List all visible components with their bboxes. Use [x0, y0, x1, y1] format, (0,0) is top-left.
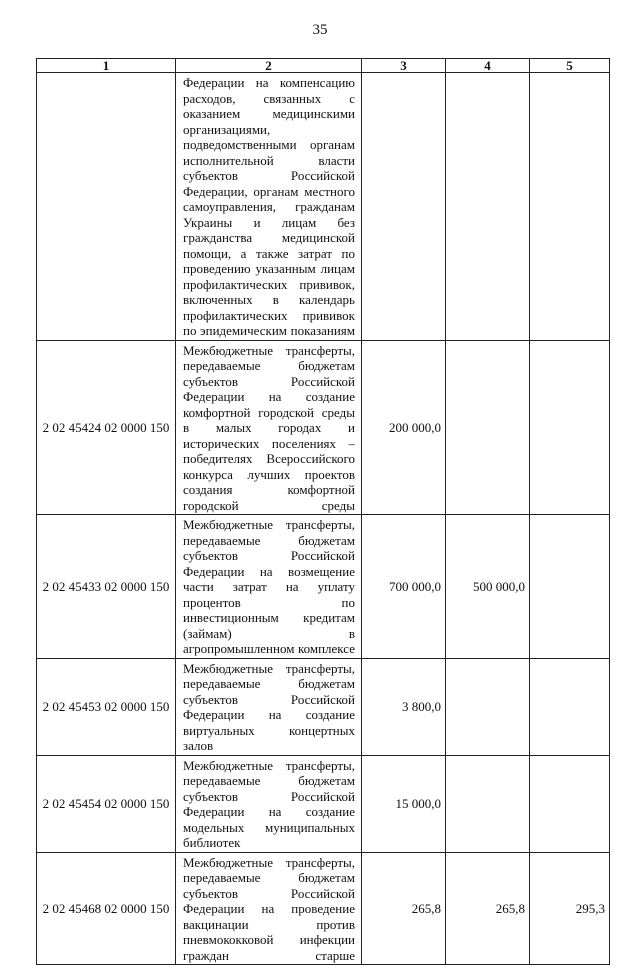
value-col5-cell: 295,3 — [530, 852, 610, 965]
budget-table — [36, 58, 610, 965]
column-header-2: 2 — [176, 59, 362, 73]
table-row — [37, 658, 610, 755]
table-row — [37, 73, 610, 341]
description-cell: Федерации на компенсацию расходов, связанных с оказанием медицинскими организациями, подведомственными органам исполнительной власти субъектов Российской Федерации, органам местного самоуправления, гражданам Украины и лицам без гражданства медицинской помощи, а также затрат по проведению указанным лицам профилактических прививок, включенных в календарь профилактических прививок по эпидемическим показаниям — [176, 73, 362, 341]
value-col3-cell: 265,8 — [362, 852, 446, 965]
value-col3-cell — [362, 73, 446, 341]
value-col5-cell — [530, 658, 610, 755]
description-cell: Межбюджетные трансферты, передаваемые бюджетам субъектов Российской Федерации на создание комфортной городской среды в малых городах и исторических поселениях – победителях Всероссийского конкурса лучших проектов создания комфортной городской среды — [176, 340, 362, 515]
table-row — [37, 755, 610, 852]
value-col4-cell — [446, 658, 530, 755]
value-col4-cell: 500 000,0 — [446, 515, 530, 659]
page-number: 35 — [312, 22, 328, 38]
description-cell: Межбюджетные трансферты, передаваемые бюджетам субъектов Российской Федерации на создание виртуальных концертных залов — [176, 658, 362, 755]
column-header-3: 3 — [362, 59, 446, 73]
value-col4-cell: 265,8 — [446, 852, 530, 965]
budget-code-cell: 2 02 45454 02 0000 150 — [37, 755, 176, 852]
description-cell: Межбюджетные трансферты, передаваемые бюджетам субъектов Российской Федерации на создание модельных муниципальных библиотек — [176, 755, 362, 852]
value-col4-cell — [446, 755, 530, 852]
value-col3-cell: 15 000,0 — [362, 755, 446, 852]
column-header-5: 5 — [530, 59, 610, 73]
value-col4-cell — [446, 73, 530, 341]
value-col3-cell: 3 800,0 — [362, 658, 446, 755]
header-row — [37, 59, 610, 73]
value-col5-cell — [530, 340, 610, 515]
column-header-4: 4 — [446, 59, 530, 73]
description-cell: Межбюджетные трансферты, передаваемые бюджетам субъектов Российской Федерации на проведение вакцинации против пневмококковой инфекции граждан старше — [176, 852, 362, 965]
table-row — [37, 515, 610, 659]
budget-code-cell: 2 02 45433 02 0000 150 — [37, 515, 176, 659]
column-header-1: 1 — [37, 59, 176, 73]
value-col5-cell — [530, 515, 610, 659]
value-col3-cell: 700 000,0 — [362, 515, 446, 659]
value-col4-cell — [446, 340, 530, 515]
value-col5-cell — [530, 73, 610, 341]
budget-code-cell — [37, 73, 176, 341]
budget-code-cell: 2 02 45453 02 0000 150 — [37, 658, 176, 755]
table-row — [37, 340, 610, 515]
value-col3-cell: 200 000,0 — [362, 340, 446, 515]
table-row — [37, 852, 610, 965]
budget-code-cell: 2 02 45468 02 0000 150 — [37, 852, 176, 965]
budget-code-cell: 2 02 45424 02 0000 150 — [37, 340, 176, 515]
description-cell: Межбюджетные трансферты, передаваемые бюджетам субъектов Российской Федерации на возмещение части затрат на уплату процентов по инвестиционным кредитам (займам) в агропромышленном комплексе — [176, 515, 362, 659]
value-col5-cell — [530, 755, 610, 852]
